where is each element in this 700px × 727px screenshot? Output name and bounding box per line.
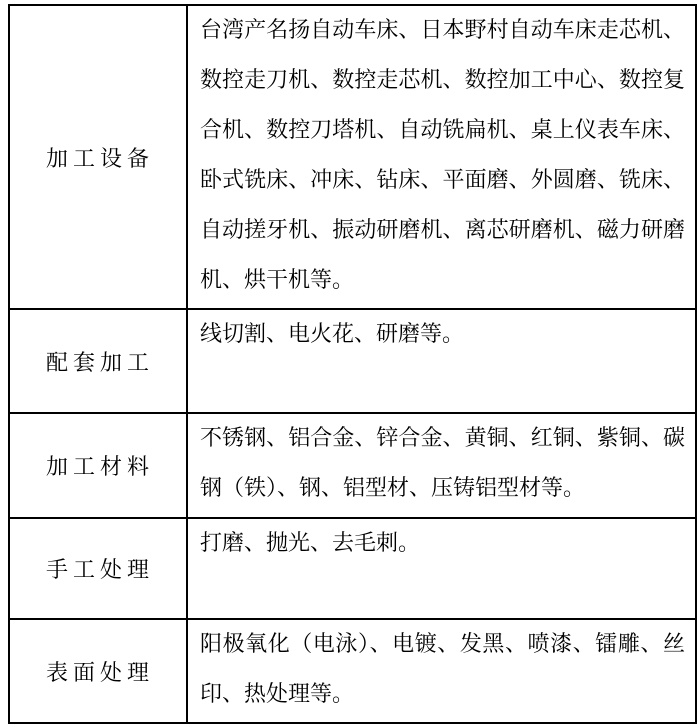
table-row xyxy=(9,619,696,723)
row-content-processing-equipment: 台湾产名扬自动车床、日本野村自动车床走芯机、数控走刀机、数控走芯机、数控加工中心、数控复合机、数控刀塔机、自动铣扁机、桌上仪表车床、卧式铣床、冲床、钻床、平面磨、外圆磨、铣床、自动搓牙机、振动研磨机、离芯研磨机、磁力研磨机、烘干机等。 xyxy=(187,5,696,309)
row-label-surface-treatment: 表面处理 xyxy=(9,619,187,723)
row-content-processing-materials: 不锈钢、铝合金、锌合金、黄铜、红铜、紫铜、碳钢（铁）、钢、铝型材、压铸铝型材等。 xyxy=(187,413,696,518)
table-row xyxy=(9,5,696,309)
table-row xyxy=(9,413,696,518)
row-label-processing-equipment: 加工设备 xyxy=(9,5,187,309)
row-label-processing-materials: 加工材料 xyxy=(9,413,187,518)
row-content-supporting-processing: 线切割、电火花、研磨等。 xyxy=(187,309,696,413)
process-capability-table xyxy=(8,4,697,724)
row-content-surface-treatment: 阳极氧化（电泳）、电镀、发黑、喷漆、镭雕、丝印、热处理等。 xyxy=(187,619,696,723)
row-content-manual-processing: 打磨、抛光、去毛刺。 xyxy=(187,518,696,619)
row-label-supporting-processing: 配套加工 xyxy=(9,309,187,413)
table-row xyxy=(9,518,696,619)
table-row xyxy=(9,309,696,413)
row-label-manual-processing: 手工处理 xyxy=(9,518,187,619)
